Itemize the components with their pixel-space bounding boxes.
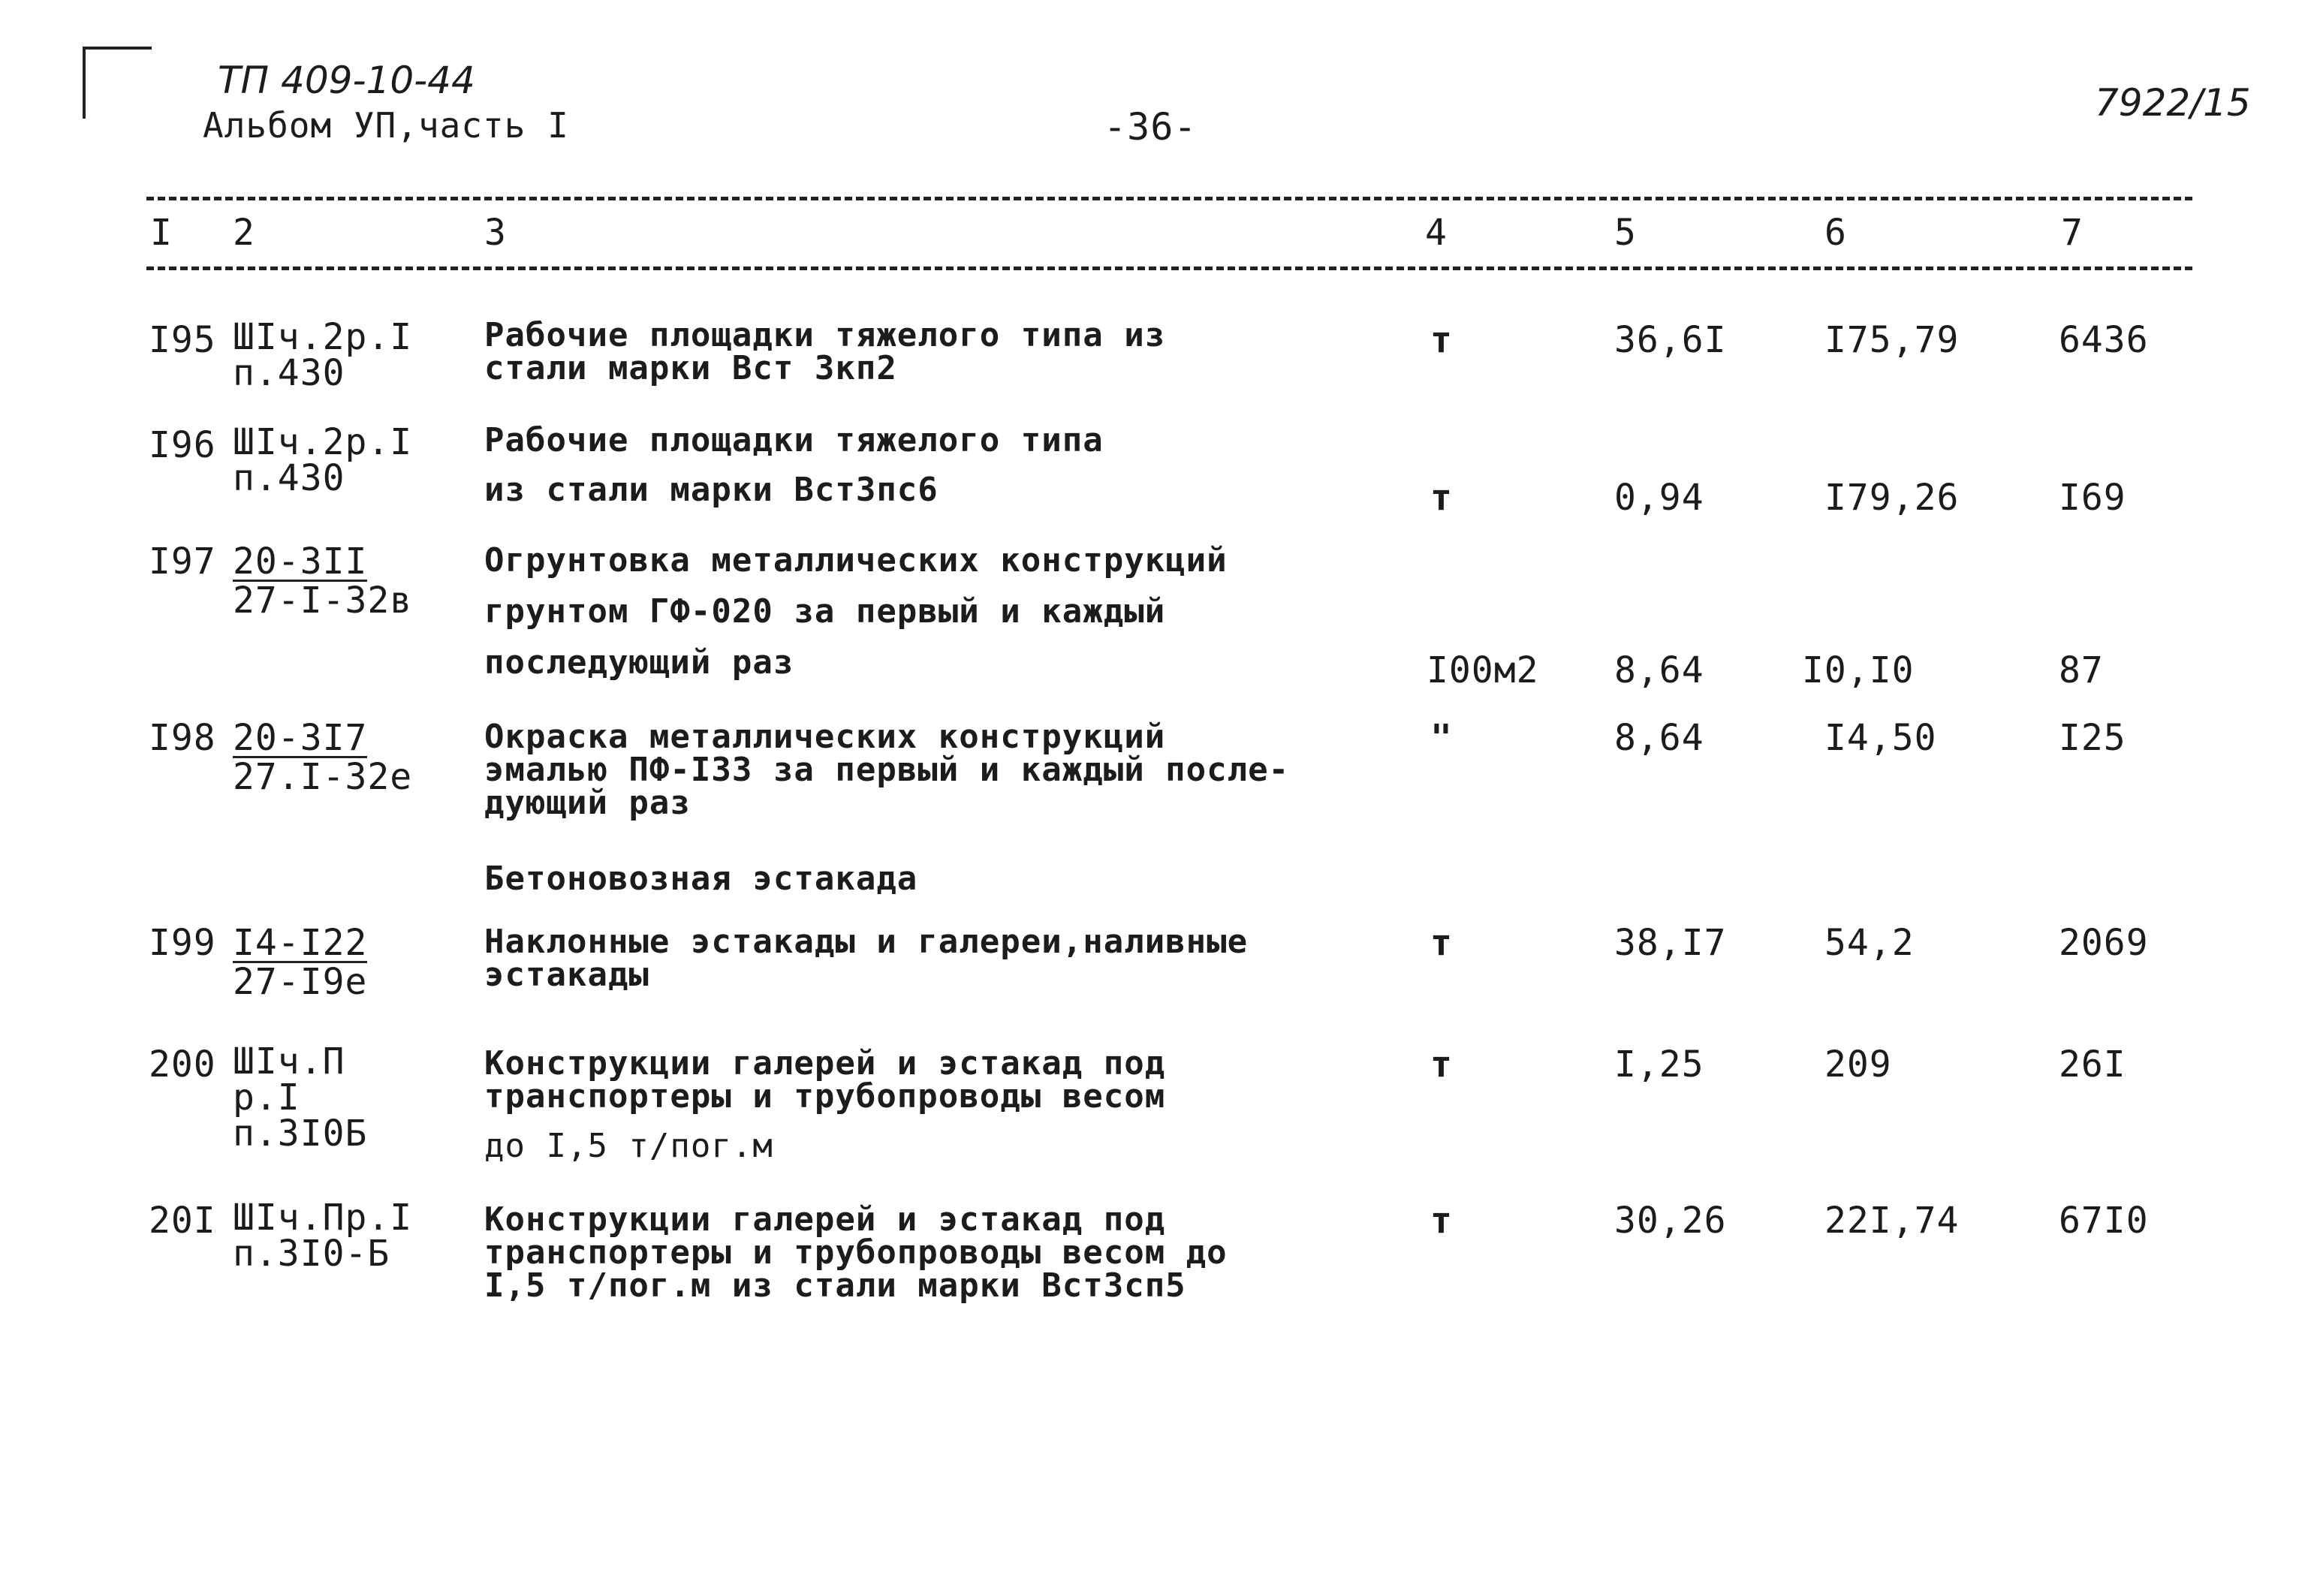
row-description: Рабочие площадки тяжелого типа из стали марки Вст3пс6 xyxy=(484,421,1104,509)
row-description: Конструкции галерей и эстакад под транспортеры и трубопроводы весом до I,5 т/пог.м xyxy=(484,1044,1166,1165)
row-quantity: 30,26 xyxy=(1614,1200,1727,1242)
row-number: 20I xyxy=(149,1200,216,1242)
album-label: Альбом УП,часть I xyxy=(203,105,569,146)
row-total: 6436 xyxy=(2059,319,2149,361)
row-code: ШIч.П р.I п.3I0Б xyxy=(233,1040,368,1155)
header-top-rule xyxy=(146,197,2192,200)
col-header-2: 2 xyxy=(233,212,255,254)
row-price: I0,I0 xyxy=(1802,649,1915,691)
row-code: ШIч.2р.I п.430 xyxy=(233,421,413,499)
project-code: ТП 409-10-44 xyxy=(218,59,475,102)
row-quantity: 38,I7 xyxy=(1614,922,1727,964)
row-quantity: 8,64 xyxy=(1614,717,1704,759)
row-total: 87 xyxy=(2059,649,2104,691)
row-total: 2069 xyxy=(2059,922,2149,964)
row-quantity: 0,94 xyxy=(1614,477,1704,519)
row-code: 20-3I7 27.I-32е xyxy=(233,717,413,798)
row-unit: " xyxy=(1430,717,1453,759)
row-total: 67I0 xyxy=(2059,1200,2149,1242)
col-header-7: 7 xyxy=(2061,212,2084,254)
row-unit: т xyxy=(1430,319,1453,361)
row-unit: т xyxy=(1430,1043,1453,1086)
row-code: ШIч.Пр.I п.3I0-Б xyxy=(233,1197,413,1275)
row-unit: т xyxy=(1430,477,1453,519)
page-number: -36- xyxy=(1104,105,1198,149)
col-header-5: 5 xyxy=(1614,212,1637,254)
row-code: I4-I22 27-I9е xyxy=(233,922,368,1003)
row-number: I96 xyxy=(149,424,216,466)
row-price: I4,50 xyxy=(1824,717,1937,759)
row-number: I97 xyxy=(149,541,216,583)
header-bottom-rule xyxy=(146,267,2192,270)
col-header-6: 6 xyxy=(1824,212,1847,254)
row-description: Наклонные эстакады и галереи,наливные эстакады xyxy=(484,923,1249,994)
row-number: 200 xyxy=(149,1043,216,1086)
row-total: I69 xyxy=(2059,477,2126,519)
row-quantity: I,25 xyxy=(1614,1043,1704,1086)
row-price: 22I,74 xyxy=(1824,1200,1960,1242)
row-number: I98 xyxy=(149,717,216,759)
col-header-1: I xyxy=(150,212,173,254)
row-number: I99 xyxy=(149,922,216,964)
section-heading: Бетоновозная эстакада xyxy=(484,860,918,898)
row-price: 54,2 xyxy=(1824,922,1915,964)
row-quantity: 36,6I xyxy=(1614,319,1727,361)
row-number: I95 xyxy=(149,319,216,361)
row-unit: т xyxy=(1430,1200,1453,1242)
row-quantity: 8,64 xyxy=(1614,649,1704,691)
sheet-reference: 7922/15 xyxy=(2095,81,2251,125)
row-code: ШIч.2р.I п.430 xyxy=(233,316,413,394)
row-price: 209 xyxy=(1824,1043,1892,1086)
row-description: Огрунтовка металлических конструкций грунтом ГФ-020 за первый и каждый последующий раз xyxy=(484,541,1228,682)
row-total: 26I xyxy=(2059,1043,2126,1086)
row-unit: I00м2 xyxy=(1427,649,1539,691)
row-price: I75,79 xyxy=(1824,319,1960,361)
row-description: Рабочие площадки тяжелого типа из стали марки Вст 3кп2 xyxy=(484,316,1166,387)
corner-mark-vertical xyxy=(83,47,86,119)
row-unit: т xyxy=(1430,922,1453,964)
row-code: 20-3II 27-I-32в xyxy=(233,541,413,622)
row-description: Окраска металлических конструкций эмалью ПФ-I33 за первый и каждый после- дующий раз xyxy=(484,718,1290,822)
col-header-4: 4 xyxy=(1425,212,1448,254)
row-price: I79,26 xyxy=(1824,477,1960,519)
corner-mark-horizontal xyxy=(83,47,152,50)
row-description: Конструкции галерей и эстакад под транспортеры и трубопроводы весом до I,5 т/пог.м из стали марки Вст3сп5 xyxy=(484,1200,1228,1305)
row-total: I25 xyxy=(2059,717,2126,759)
col-header-3: 3 xyxy=(484,212,507,254)
